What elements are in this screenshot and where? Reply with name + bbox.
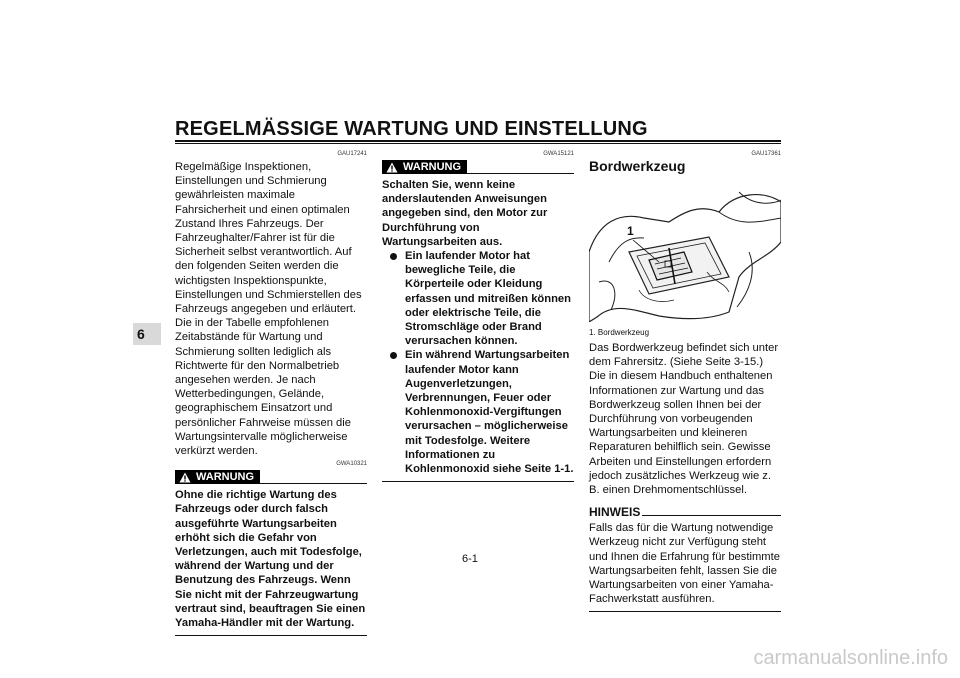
note-rule [642,515,781,516]
warning-header [382,160,574,174]
title-rule-thin [175,143,781,144]
bullet-dot-icon [390,253,397,260]
warning-intro: Schalten Sie, wenn keine anderslautenden Anweisungen angegeben sind, den Motor zur Durchführung von Wartungsarbeiten aus. [382,179,548,248]
tool-kit-figure [589,182,781,322]
body-paragraph-1: Das Bordwerkzeug befindet sich unter dem Fahrersitz. (Siehe Seite 3-15.) [589,342,779,369]
warning-bullet: Ein laufender Motor hat bewegliche Teile, die Körperteile oder Kleidung erfassen und mitreißen können oder elektrische Teile, die Stromschläge oder Brand verursachen können. [390,249,574,348]
warning-rule [467,173,574,174]
note-label: HINWEIS [589,505,641,520]
column-2 [382,150,574,482]
chapter-tab: 6 [133,323,161,345]
warning-bullet-list [382,249,574,476]
note-end-rule [589,611,781,612]
reference-code: GAU17361 [751,151,781,157]
warning-label: WARNUNG [196,471,255,484]
reference-code: GAU17241 [337,151,367,157]
figure-caption: 1. Bordwerkzeug [589,328,650,337]
warning-label: WARNUNG [403,161,462,173]
warning-text: Ohne die richtige Wartung des Fahrzeugs oder durch falsch ausgeführte Wartungsarbeiten erhöht sich die Gefahr von Verletzungen, auch mit Todesfolge, während der Wartung und der Benutzung des Fahrzeugs. Wenn Sie nicht mit der Fahrzeugwartung vertraut sind, beauftragen Sie einen Yamaha-Händler mit der Wartung. [175,489,366,630]
note-text: Falls das für die Wartung notwendige Werkzeug nicht zur Verfügung steht und Ihnen die Erfahrung für bestimmte Wartungsarbeiten fehlt, lassen Sie die Wartungsarbeiten von einer Yamaha-Fachwerkstatt ausführen. [589,522,780,606]
figure-callout: 1 [627,224,634,238]
note-header [589,505,781,519]
warning-end-rule [382,481,574,482]
warning-triangle-icon [386,162,398,173]
page-title: REGELMÄSSIGE WARTUNG UND EINSTELLUNG [175,118,648,140]
warning-bullet: Ein während Wartungsarbeiten laufender Motor kann Augenverletzungen, Verbrennungen, Feuer oder Kohlenmonoxid-Vergiftungen verursachen – möglicherweise mit Todesfolge. Weitere Informationen zu Kohlenmonoxid siehe Seite 1-1. [390,348,574,476]
warning-badge [382,160,467,174]
tool-kit-illustration [589,182,781,322]
watermark: carmanualsonline.info [753,647,948,669]
warning-code: GWA15121 [543,151,574,157]
intro-paragraph-2: Die in der Tabelle empfohlenen Zeitabstände für Wartung und Schmierung sollten lediglich als Richtwerte für den Normalbetrieb angesehen werden. Je nach Wetterbedingungen, Gelände, geographischem Einsatzort und persönlicher Fahrweise müssen die Wartungsintervalle möglicherweise verkürzt werden. [175,317,351,458]
column-1 [175,150,367,636]
warning-triangle-icon [179,472,191,483]
title-rule [175,140,781,142]
warning-badge [175,470,260,484]
bullet-dot-icon [390,352,397,359]
body-paragraph-2: Die in diesem Handbuch enthaltenen Informationen zur Wartung und das Bordwerkzeug sollen Ihnen bei der Durchführung von vorbeugenden Wartungsarbeiten und kleineren Reparaturen behilflich sein. Gewisse Arbeiten und Einstellungen erfordern jedoch zusätzliches Werkzeug wie z. B. einen Drehmomentschlüssel. [589,370,773,497]
page-number: 6-1 [462,553,478,565]
warning-code: GWA10321 [336,461,367,468]
warning-rule [260,483,367,484]
intro-paragraph-1: Regelmäßige Inspektionen, Einstellungen und Schmierung gewährleisten maximale Fahrsicherheit und einen optimalen Zustand Ihres Fahrzeugs. Der Fahrzeughalter/Fahrer ist für die Sicherheit selbst verantwortlich. Auf den folgenden Seiten werden die wichtigsten Inspektionspunkte, Einstellungen und Schmierstellen des Fahrzeugs angegeben und erläutert. [175,161,362,316]
warning-header [175,470,367,484]
warning-end-rule [175,635,367,636]
section-title: Bordwerkzeug [589,158,686,174]
column-3 [589,150,781,612]
